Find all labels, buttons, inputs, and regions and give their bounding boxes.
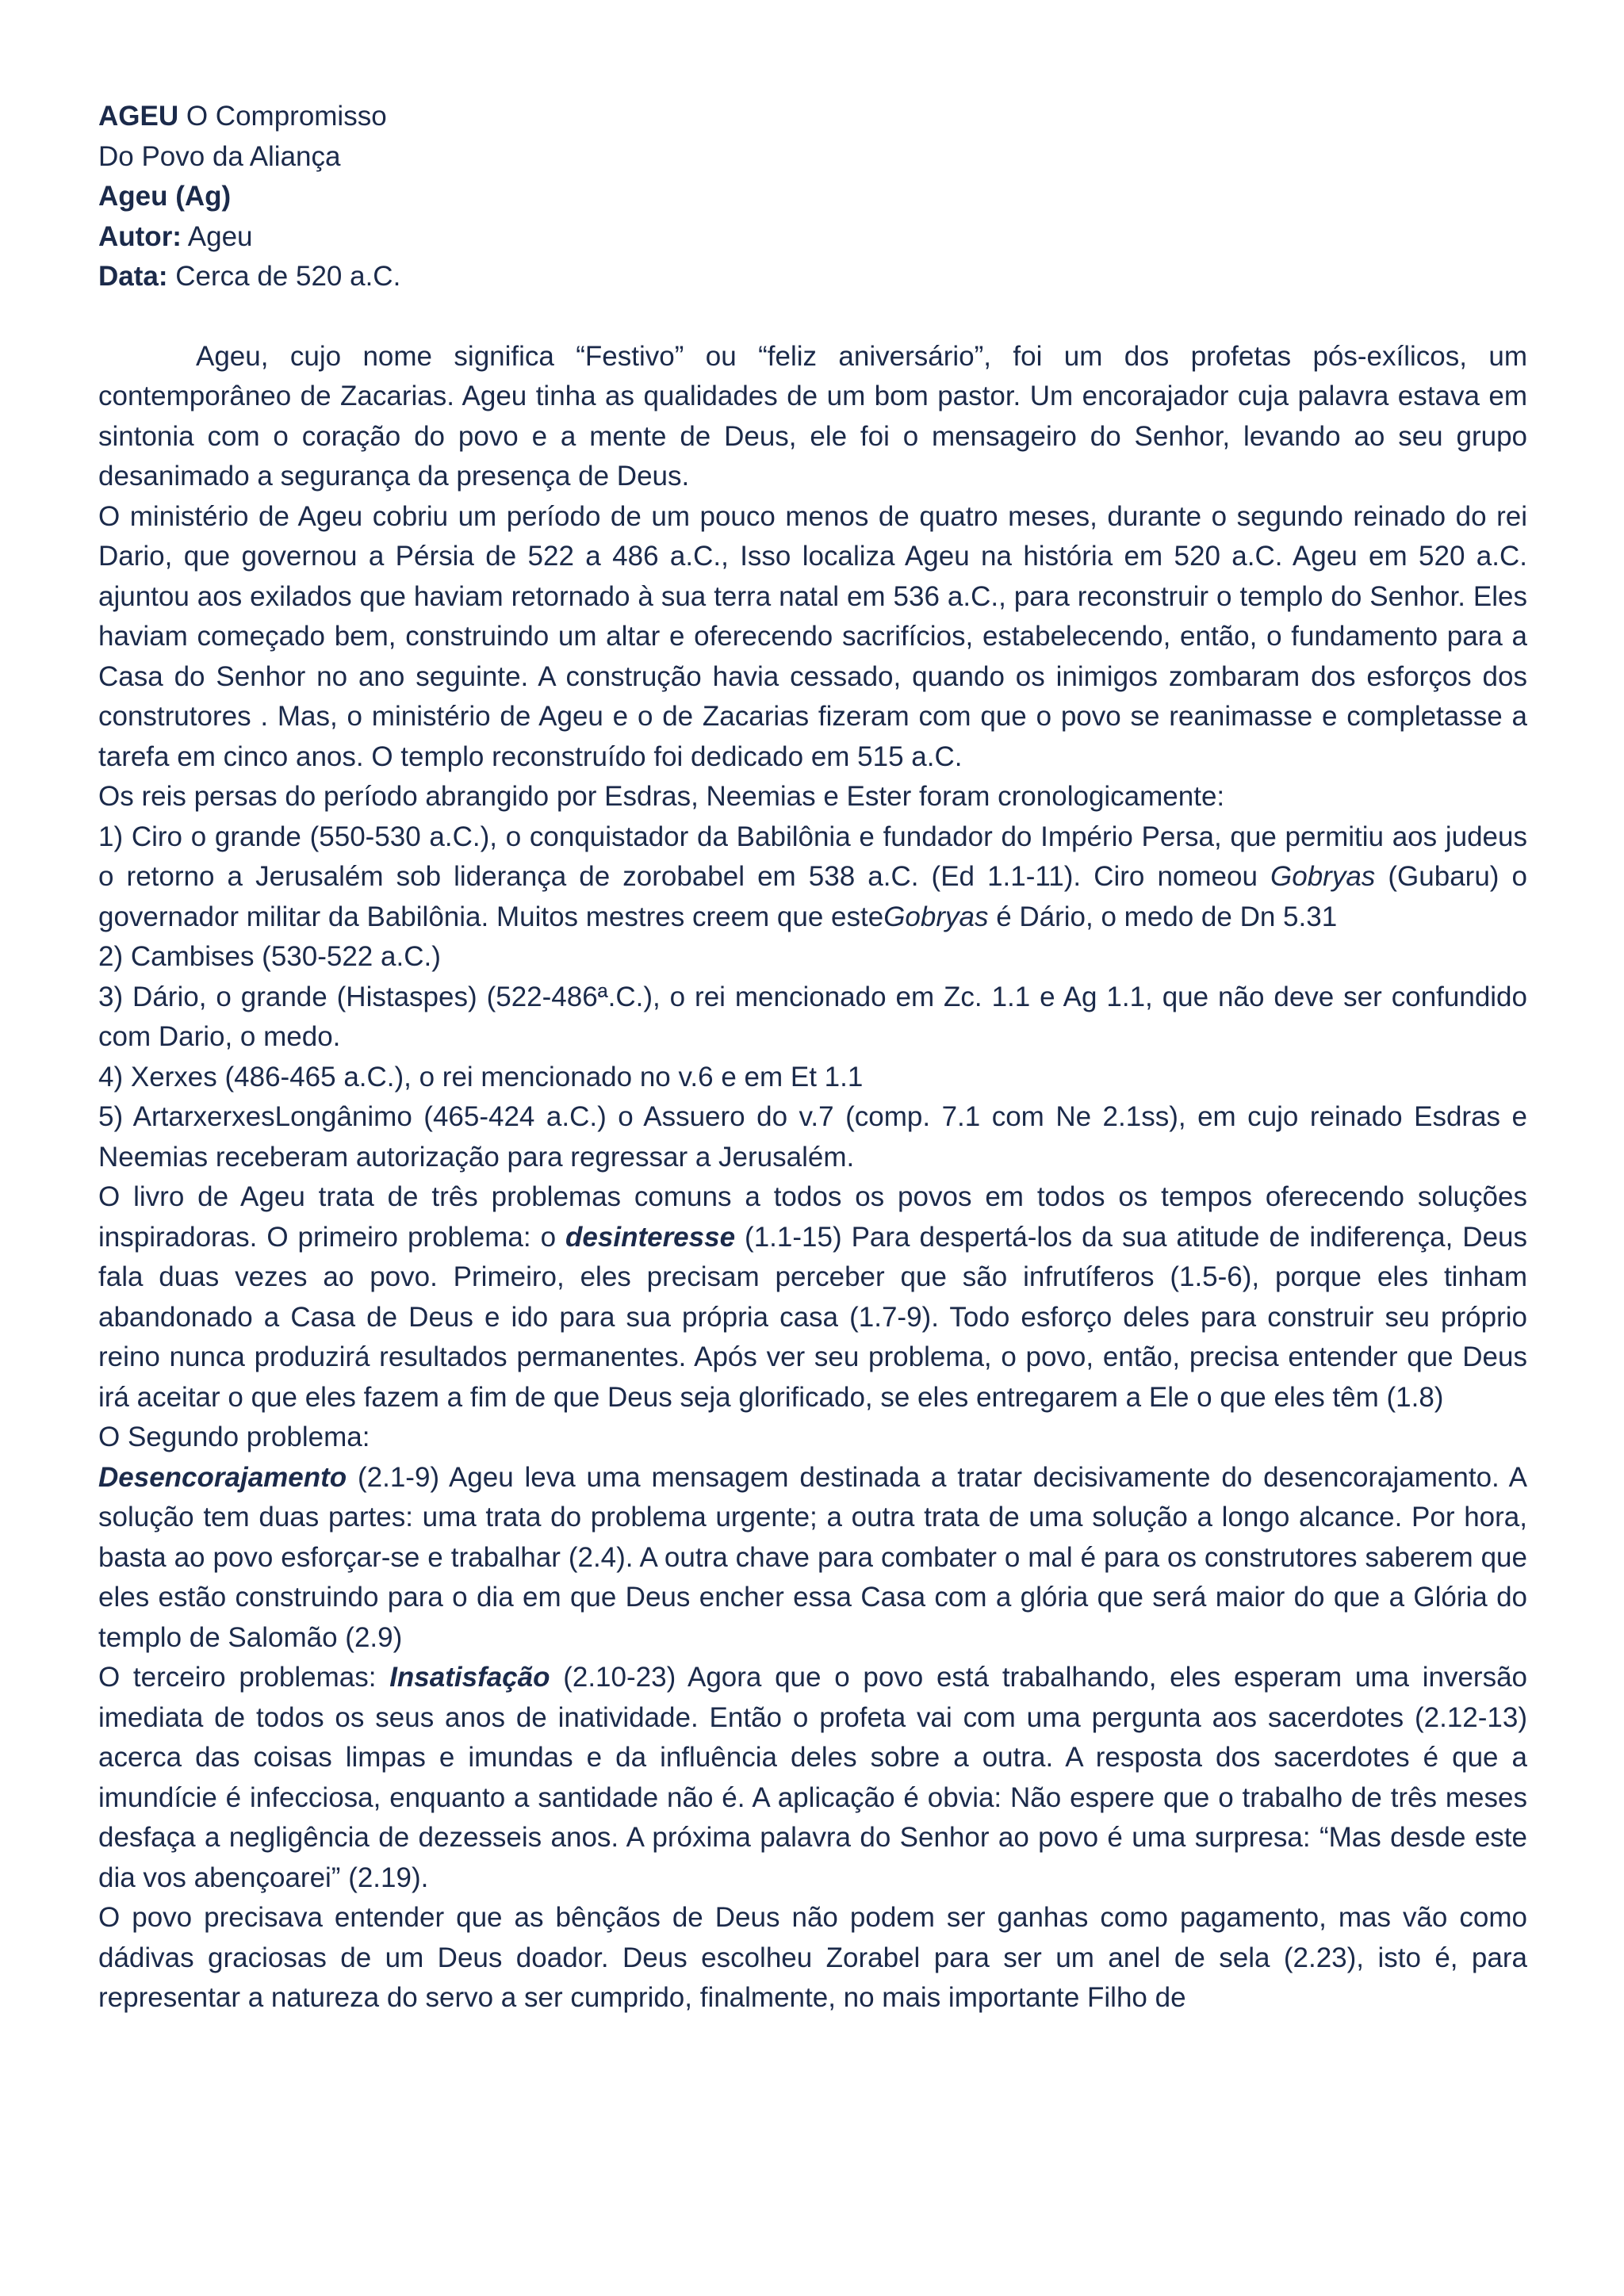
book-name: AGEU [98, 101, 179, 132]
paragraph-blessings: O povo precisava entender que as bênçãos de Deus não podem ser ganhas como pagamento, mas vão como dádivas graciosas de um Deus doador. Deus escolheu Zorabel para ser um anel de sela (2.23), isto é, para representar a natureza do servo a ser cumprido, finalmente, no mais importante Filho de [98, 1902, 1527, 2013]
paragraph-problem-1 [98, 1177, 1527, 1418]
king-1-gobryas-2: Gobryas [883, 901, 989, 932]
king-item-3: 3) Dário, o grande (Histaspes) (522-486ª.C.), o rei mencionado em Zc. 1.1 e Ag 1.1, que não deve ser confundido com Dario, o medo. [98, 981, 1527, 1052]
problem-1-text-a: O livro de Ageu trata de três problemas comuns a todos os povos em todos os tempos oferecendo soluções inspiradoras. O primeiro problema: o [98, 1181, 1527, 1253]
document-page [98, 97, 1527, 2019]
header-spacer [98, 297, 1527, 337]
book-abbrev-line [98, 177, 1527, 217]
problem-1-text-b: (1.1-15) Para despertá-los da sua atitude de indiferença, Deus fala duas vezes ao povo. Primeiro, eles precisam perceber que são infrutíferos (1.5-6), porque eles tinham abandonado a Casa de Deus e ido para sua própria casa (1.7-9). Todo esforço deles para construir seu próprio reino nunca produzirá resultados permanentes. Após ver seu problema, o povo, então, precisa entender que Deus irá aceitar o que eles fazem a fim de que Deus seja glorificado, se eles entregarem a Ele o que eles têm (1.8) [98, 1221, 1527, 1413]
date-label: Data: [98, 261, 168, 292]
author-line [98, 217, 1527, 258]
king-1-text-a: 1) Ciro o grande (550-530 a.C.), o conquistador da Babilônia e fundador do Império Persa, que permitiu aos judeus o retorno a Jerusalém sob liderança de zorobabel em 538 a.C. (Ed 1.1-11). Ciro nomeou [98, 821, 1527, 892]
problem-3-text-a: O terceiro problemas: [98, 1662, 390, 1693]
king-item-1 [98, 817, 1527, 938]
king-item-4: 4) Xerxes (486-465 a.C.), o rei mencionado no v.6 e em Et 1.1 [98, 1061, 864, 1093]
date-line [98, 257, 1527, 297]
title-line [98, 97, 1527, 137]
king-1-gobryas-1: Gobryas [1270, 861, 1376, 892]
paragraph-problem-2-heading: O Segundo problema: [98, 1422, 370, 1452]
book-abbrev: Ageu (Ag) [98, 181, 232, 212]
paragraph-kings-intro: Os reis persas do período abrangido por Esdras, Neemias e Ester foram cronologicamente: [98, 781, 1225, 812]
subtitle-line: Do Povo da Aliança [98, 140, 341, 172]
king-item-2: 2) Cambises (530-522 a.C.) [98, 941, 441, 972]
problem-1-keyword: desinteresse [565, 1221, 736, 1253]
king-item-5: 5) ArtarxerxesLongânimo (465-424 a.C.) o Assuero do v.7 (comp. 7.1 com Ne 2.1ss), em cujo reinado Esdras e Neemias receberam autorização para regressar a Jerusalém. [98, 1101, 1527, 1173]
problem-2-text: (2.1-9) Ageu leva uma mensagem destinada a tratar decisivamente do desencorajamento. A solução tem duas partes: uma trata do problema urgente; a outra trata de uma solução a longo alcance. Por hora, basta ao povo esforçar-se e trabalhar (2.4). A outra chave para combater o mal é para os construtores saberem que eles estão construindo para o dia em que Deus encher essa Casa com a glória que será maior do que a Glória do templo de Salomão (2.9) [98, 1461, 1527, 1653]
problem-3-keyword: Insatisfação [389, 1662, 550, 1693]
paragraph-ministry: O ministério de Ageu cobriu um período de um pouco menos de quatro meses, durante o segundo reinado do rei Dario, que governou a Pérsia de 522 a 486 a.C., Isso localiza Ageu na história em 520 a.C. Ageu em 520 a.C. ajuntou aos exilados que haviam retornado à sua terra natal em 536 a.C., para reconstruir o templo do Senhor. Eles haviam começado bem, construindo um altar e oferecendo sacrifícios, estabelecendo, então, o fundamento para a Casa do Senhor no ano seguinte. A construção havia cessado, quando os inimigos zombaram dos esforços dos construtores . Mas, o ministério de Ageu e o de Zacarias fizeram com que o povo se reanimasse e completasse a tarefa em cinco anos. O templo reconstruído foi dedicado em 515 a.C. [98, 500, 1527, 772]
author-value: Ageu [181, 220, 253, 252]
date-value: Cerca de 520 a.C. [167, 261, 401, 292]
problem-2-keyword: Desencorajamento [98, 1461, 347, 1493]
author-label: Autor: [98, 220, 182, 252]
title-rest: O Compromisso [178, 101, 387, 132]
paragraph-problem-3 [98, 1658, 1527, 1898]
paragraph-intro: Ageu, cujo nome significa “Festivo” ou “feliz aniversário”, foi um dos profetas pós-exílicos, um contemporâneo de Zacarias. Ageu tinha as qualidades de um bom pastor. Um encorajador cuja palavra estava em sintonia com o coração do povo e a mente de Deus, ele foi o mensageiro do Senhor, levando ao seu grupo desanimado a segurança da presença de Deus. [98, 340, 1527, 492]
problem-3-text-b: (2.10-23) Agora que o povo está trabalhando, eles esperam uma inversão imediata de todos os seus anos de inatividade. Então o profeta vai com uma pergunta aos sacerdotes (2.12-13) acerca das coisas limpas e imundas e da influência deles sobre a outra. A resposta dos sacerdotes é que a imundície é infecciosa, enquanto a santidade não é. A aplicação é obvia: Não espere que o trabalho de três meses desfaça a negligência de dezesseis anos. A próxima palavra do Senhor ao povo é uma surpresa: “Mas desde este dia vos abençoarei” (2.19). [98, 1662, 1527, 1893]
king-1-text-b: (Gubaru) o governador militar da Babilônia. Muitos mestres creem que este [98, 861, 1527, 932]
paragraph-problem-2 [98, 1458, 1527, 1659]
king-1-text-c: é Dário, o medo de Dn 5.31 [988, 901, 1338, 932]
